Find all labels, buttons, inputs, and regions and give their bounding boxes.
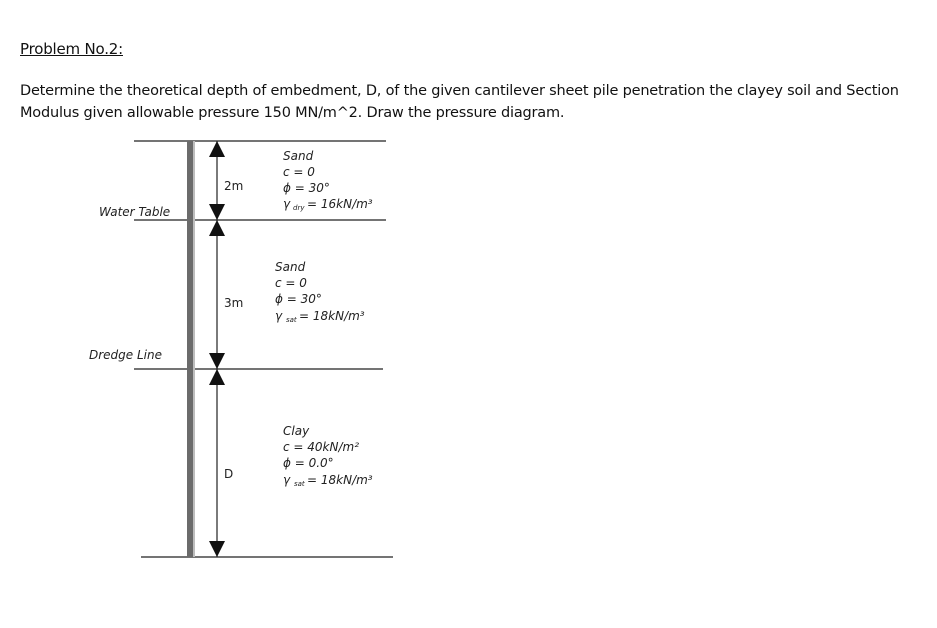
- arrow-down-icon: [209, 353, 225, 369]
- dim-label-top: 2m: [224, 179, 244, 193]
- layer-3-unit-weight-symbol: γ: [283, 473, 291, 487]
- layer-1-friction-angle: ϕ = 30°: [283, 181, 330, 195]
- sheet-pile: [187, 141, 194, 557]
- layer-2-unit-weight-subscript: sat: [286, 316, 297, 324]
- layer-3-properties: [283, 424, 373, 488]
- layer-2-name: Sand: [275, 260, 306, 274]
- layer-3-unit-weight-subscript: sat: [294, 480, 305, 488]
- layer-1-unit-weight-subscript: dry: [293, 204, 305, 212]
- layer-3-name: Clay: [283, 424, 310, 438]
- arrow-down-icon: [209, 541, 225, 557]
- layer-3-cohesion: c = 40kN/m²: [283, 440, 360, 454]
- dredge-line-label: Dredge Line: [89, 348, 162, 362]
- layer-1-cohesion: c = 0: [283, 165, 315, 179]
- layer-1-properties: [283, 149, 373, 212]
- layer-2-unit-weight-symbol: γ: [275, 309, 283, 323]
- arrow-up-icon: [209, 141, 225, 157]
- problem-statement: Determine the theoretical depth of embedment, D, of the given cantilever sheet pile penetration the clayey soil and Section Modulus given allowable pressure 150 MN/m^2. Draw the pressure diagram.: [20, 83, 899, 121]
- layer-1-name: Sand: [283, 149, 314, 163]
- problem-title: Problem No.2:: [20, 40, 123, 58]
- layer-1-unit-weight-symbol: γ: [283, 197, 291, 211]
- layer-2-friction-angle: ϕ = 30°: [275, 292, 322, 306]
- arrow-down-icon: [209, 204, 225, 220]
- dim-label-bottom: D: [224, 467, 234, 481]
- dim-label-middle: 3m: [224, 296, 244, 310]
- arrow-up-icon: [209, 369, 225, 385]
- layer-2-cohesion: c = 0: [275, 276, 307, 290]
- layer-1-unit-weight-value: = 16kN/m³: [307, 197, 373, 211]
- water-table-label: Water Table: [99, 205, 171, 219]
- layer-2-unit-weight-value: = 18kN/m³: [299, 309, 365, 323]
- sheet-pile-highlight: [193, 141, 195, 557]
- layer-2-properties: [275, 260, 365, 324]
- layer-3-friction-angle: ϕ = 0.0°: [283, 456, 334, 470]
- layer-3-unit-weight-value: = 18kN/m³: [307, 473, 373, 487]
- arrow-up-icon: [209, 220, 225, 236]
